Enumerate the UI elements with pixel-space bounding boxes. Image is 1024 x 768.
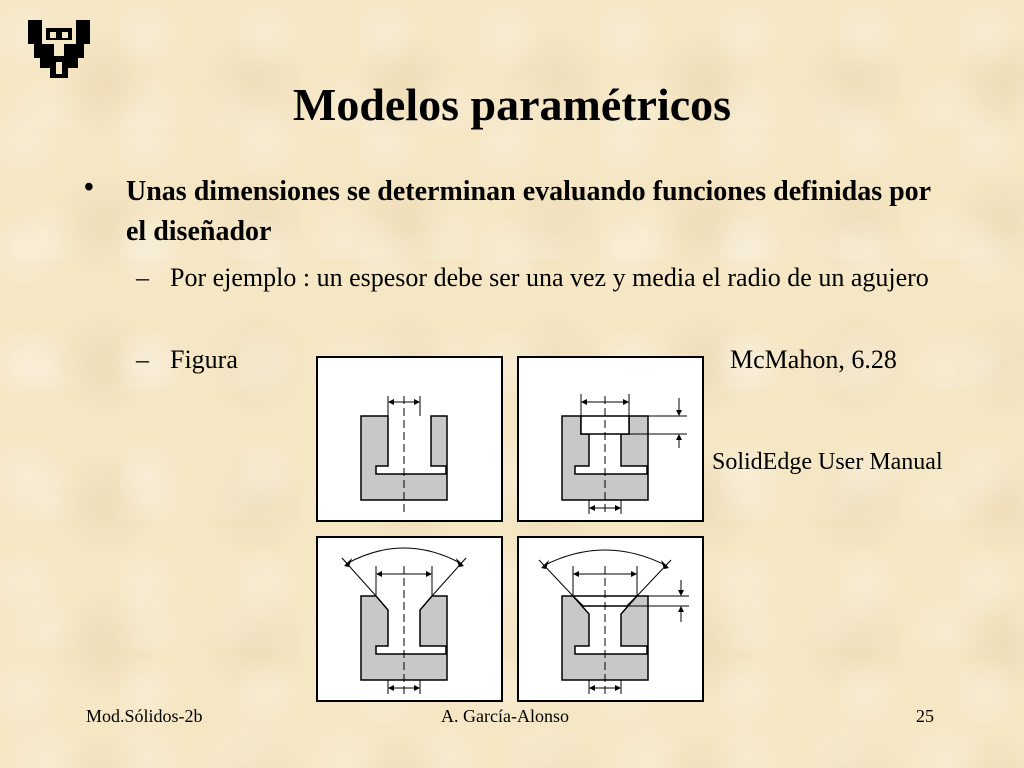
bullet-marker: • <box>84 172 94 203</box>
sub-bullet-example: Por ejemplo : un espesor debe ser una vez y media el radio de un agujero <box>170 263 929 292</box>
reference-mcmahon: McMahon, 6.28 <box>730 345 897 374</box>
counterbore-hole-diagram <box>316 356 503 522</box>
footer-author: A. García-Alonso <box>441 706 569 726</box>
footer-course: Mod.Sólidos-2b <box>86 706 203 726</box>
slide-title: Modelos paramétricos <box>292 79 732 130</box>
sub-bullet-figure: Figura <box>170 345 238 374</box>
sub-bullet-marker: – <box>136 263 149 292</box>
countersink-hole-dimensioned-diagram <box>517 536 704 702</box>
main-bullet: Unas dimensiones se determinan evaluando funciones definidas por el diseñador <box>126 176 931 247</box>
countersink-hole-diagram <box>316 536 503 702</box>
university-logo <box>26 18 92 80</box>
reference-solidedge: SolidEdge User Manual <box>712 449 943 475</box>
counterbore-hole-dimensioned-diagram <box>517 356 704 522</box>
footer-page-number: 25 <box>916 706 934 726</box>
sub-bullet-marker: – <box>136 345 149 374</box>
